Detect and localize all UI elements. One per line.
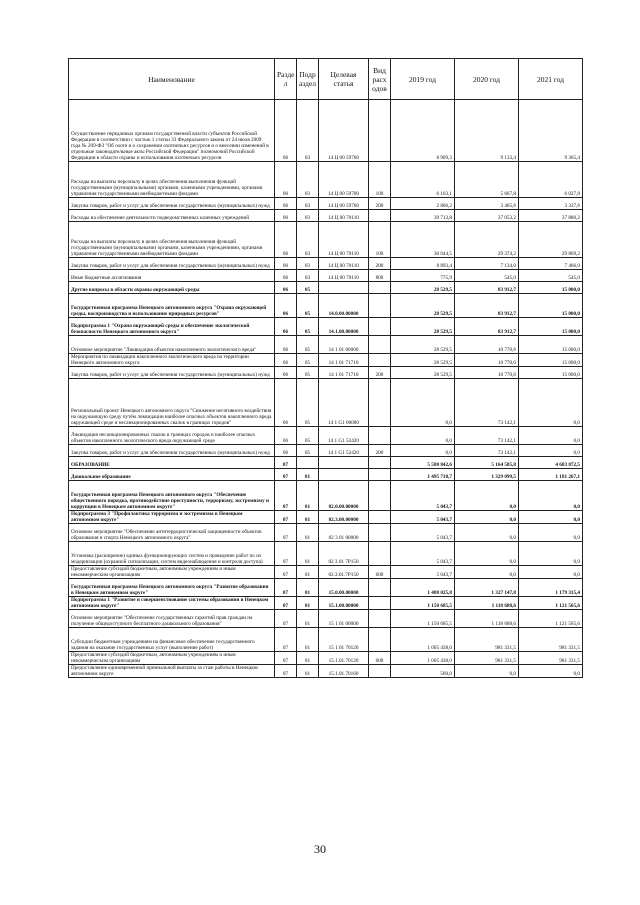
- cell-vid: [369, 100, 391, 162]
- cell-razdel: 06: [275, 427, 297, 445]
- cell-statya: 15.1.00.00000: [319, 597, 369, 610]
- table-row: [69, 222, 583, 258]
- cell-vid: [369, 469, 391, 481]
- cell-podrazdel: 05: [297, 294, 319, 318]
- cell-podrazdel: 05: [297, 367, 319, 379]
- cell-vid: 600: [369, 652, 391, 665]
- cell-vid: 200: [369, 258, 391, 270]
- table-row: [69, 379, 583, 427]
- cell-razdel: 07: [275, 511, 297, 524]
- cell-name: Ликвидация несанкционированных свалок в границах городов и наиболее опасных объектов накопленного экологического вреда окружающей среде: [69, 427, 275, 445]
- cell-statya: 02.3.00.00000: [319, 511, 369, 524]
- cell-2021: 1 179 315,4: [519, 579, 583, 597]
- cell-vid: 200: [369, 367, 391, 379]
- header-razdel: Разде л: [275, 59, 297, 100]
- cell-2021: 3 337,6: [519, 198, 583, 210]
- cell-vid: 100: [369, 162, 391, 198]
- cell-razdel: 07: [275, 566, 297, 579]
- cell-statya: [319, 457, 369, 469]
- cell-podrazdel: 03: [297, 198, 319, 210]
- cell-name: Предоставление субсидий бюджетным, автономным учреждениям и иным некоммерческим организациям: [69, 566, 275, 579]
- cell-statya: 14 Ц 00 70110: [319, 222, 369, 258]
- cell-razdel: 06: [275, 270, 297, 282]
- cell-2019: 8 909,3: [391, 100, 455, 162]
- cell-2019: 30 044,5: [391, 222, 455, 258]
- cell-vid: [369, 610, 391, 628]
- cell-2019: 28 529,5: [391, 294, 455, 318]
- cell-2019: 28 529,5: [391, 282, 455, 294]
- cell-2020: 9 133,4: [455, 100, 519, 162]
- cell-razdel: 07: [275, 665, 297, 678]
- table-row: [69, 336, 583, 354]
- cell-2021: 0,0: [519, 511, 583, 524]
- cell-2020: 10 770,6: [455, 367, 519, 379]
- table-row: [69, 367, 583, 379]
- cell-razdel: 07: [275, 524, 297, 542]
- cell-podrazdel: 05: [297, 445, 319, 457]
- cell-podrazdel: 01: [297, 652, 319, 665]
- cell-name: Основное мероприятие "Обеспечение государственных гарантий прав граждан на получение общедоступного бесплатного дошкольного образования": [69, 610, 275, 628]
- cell-2021: 15 000,0: [519, 354, 583, 367]
- cell-name: Субсидии бюджетным учреждениям на финансовое обеспечение государственного задания на оказание государственных услуг (выполнение работ): [69, 628, 275, 652]
- cell-statya: 14 Ц 00 70110: [319, 258, 369, 270]
- cell-name: Расходы на выплаты персоналу в целях обеспечения выполнения функций государственными (муниципальными) органами, казенными учреждениями, органами управления государственными внебюджетными фондами: [69, 222, 275, 258]
- cell-name: Государственная программа Ненецкого автономного округа "Развитие образования в Ненецком автономном округе": [69, 579, 275, 597]
- cell-vid: [369, 597, 391, 610]
- cell-2020: 37 053,2: [455, 210, 519, 222]
- cell-name: Государственная программа Ненецкого автономного округа "Обеспечение общественного порядка, противодействие преступности, терроризму, экстремизму и коррупции в Ненецком автономном округе": [69, 481, 275, 511]
- cell-2019: 1 150 685,5: [391, 610, 455, 628]
- cell-statya: 15.0.00.00000: [319, 579, 369, 597]
- cell-razdel: 06: [275, 210, 297, 222]
- cell-vid: [369, 579, 391, 597]
- table-row: [69, 511, 583, 524]
- cell-podrazdel: 05: [297, 318, 319, 336]
- cell-2020: 10 770,6: [455, 336, 519, 354]
- cell-2019: 1 150 685,5: [391, 597, 455, 610]
- cell-2021: 15 000,0: [519, 367, 583, 379]
- cell-name: Закупка товаров, работ и услуг для обеспечения государственных (муниципальных) нужд: [69, 445, 275, 457]
- cell-vid: [369, 628, 391, 652]
- cell-vid: [369, 427, 391, 445]
- cell-podrazdel: 03: [297, 270, 319, 282]
- cell-podrazdel: 05: [297, 336, 319, 354]
- table-row: [69, 294, 583, 318]
- table-header-row: [69, 59, 583, 100]
- cell-statya: 14 1 G1 00000: [319, 379, 369, 427]
- header-2021: 2021 год: [519, 59, 583, 100]
- cell-2021: 0,0: [519, 379, 583, 427]
- cell-podrazdel: 03: [297, 100, 319, 162]
- cell-podrazdel: 05: [297, 427, 319, 445]
- table-row: [69, 270, 583, 282]
- cell-2020: 73 142,1: [455, 427, 519, 445]
- cell-vid: [369, 282, 391, 294]
- cell-statya: 14 1 G1 52420: [319, 445, 369, 457]
- cell-2021: 981 331,5: [519, 652, 583, 665]
- cell-razdel: 07: [275, 457, 297, 469]
- cell-2020: 0,0: [455, 665, 519, 678]
- cell-statya: 02.0.00.00000: [319, 481, 369, 511]
- cell-vid: [369, 542, 391, 566]
- cell-podrazdel: 01: [297, 628, 319, 652]
- cell-2019: 0,0: [391, 445, 455, 457]
- cell-2021: 0,0: [519, 542, 583, 566]
- cell-2019: 28 529,5: [391, 318, 455, 336]
- header-name: Наименование: [69, 59, 275, 100]
- cell-2019: 5 043,7: [391, 481, 455, 511]
- cell-statya: 14 Ц 00 70110: [319, 270, 369, 282]
- cell-2021: 15 000,0: [519, 282, 583, 294]
- cell-2020: 83 912,7: [455, 318, 519, 336]
- table-row: [69, 579, 583, 597]
- cell-2020: 73 142,1: [455, 445, 519, 457]
- cell-2021: 15 000,0: [519, 318, 583, 336]
- cell-podrazdel: 01: [297, 511, 319, 524]
- cell-2020: 0,0: [455, 481, 519, 511]
- cell-2019: 775,9: [391, 270, 455, 282]
- cell-2019: 5 043,7: [391, 542, 455, 566]
- cell-razdel: 06: [275, 258, 297, 270]
- cell-statya: 14 1 01 71710: [319, 354, 369, 367]
- cell-2021: 0,0: [519, 427, 583, 445]
- cell-statya: 14 Ц 00 59700: [319, 198, 369, 210]
- cell-name: Закупка товаров, работ и услуг для обеспечения государственных (муниципальных) нужд: [69, 258, 275, 270]
- cell-statya: 14 Ц 00 59700: [319, 162, 369, 198]
- cell-razdel: 06: [275, 162, 297, 198]
- cell-name: Основное мероприятие "Ликвидация объектов накопленного экологического вреда": [69, 336, 275, 354]
- cell-razdel: 06: [275, 198, 297, 210]
- cell-2021: 0,0: [519, 524, 583, 542]
- cell-vid: 100: [369, 222, 391, 258]
- cell-vid: [369, 336, 391, 354]
- cell-statya: 15 1 01 70120: [319, 628, 369, 652]
- cell-statya: 15.1.01.70160: [319, 665, 369, 678]
- cell-2021: 0,0: [519, 445, 583, 457]
- table-row: [69, 282, 583, 294]
- cell-statya: 14 Ц 00 70110: [319, 210, 369, 222]
- cell-2019: 2 806,2: [391, 198, 455, 210]
- cell-2021: 29 869,2: [519, 222, 583, 258]
- cell-2021: 9 365,4: [519, 100, 583, 162]
- cell-podrazdel: 03: [297, 222, 319, 258]
- cell-podrazdel: 01: [297, 566, 319, 579]
- cell-vid: [369, 457, 391, 469]
- cell-2021: 6 027,8: [519, 162, 583, 198]
- cell-podrazdel: 01: [297, 579, 319, 597]
- table-row: [69, 469, 583, 481]
- budget-table: [68, 58, 583, 678]
- table-row: [69, 100, 583, 162]
- cell-vid: [369, 379, 391, 427]
- cell-podrazdel: 05: [297, 282, 319, 294]
- cell-statya: 15 1 01 00000: [319, 610, 369, 628]
- cell-vid: [369, 294, 391, 318]
- cell-2021: 7 466,0: [519, 258, 583, 270]
- cell-podrazdel: 01: [297, 597, 319, 610]
- cell-podrazdel: 05: [297, 379, 319, 427]
- cell-2020: 83 912,7: [455, 282, 519, 294]
- cell-2021: 15 000,0: [519, 294, 583, 318]
- cell-2019: 39 713,8: [391, 210, 455, 222]
- cell-2020: 3 465,6: [455, 198, 519, 210]
- cell-podrazdel: 03: [297, 258, 319, 270]
- cell-razdel: 06: [275, 222, 297, 258]
- cell-razdel: 06: [275, 318, 297, 336]
- cell-razdel: 06: [275, 445, 297, 457]
- cell-2019: 1 488 025,8: [391, 579, 455, 597]
- cell-razdel: 07: [275, 628, 297, 652]
- cell-name: Осуществление переданных органам государственной власти субъектов Российской Федерации в соответствии с частью 1 статьи 33 Федерального закона от 24 июля 2009 года № 209-ФЗ "Об охоте и о сохранении охотничьих ресурсов и о внесении изменений в отдельные законодательные акты Российской Федерации" полномочий Российской Федерации в области охраны и использования охотничьих ресурсов: [69, 100, 275, 162]
- table-row: [69, 628, 583, 652]
- cell-name: Государственная программа Ненецкого автономного округа "Охрана окружающей среды, воспроизводство и использование природных ресурсов": [69, 294, 275, 318]
- cell-name: Расходы на обеспечение деятельности подведомственных казенных учреждений: [69, 210, 275, 222]
- cell-2020: 83 912,7: [455, 294, 519, 318]
- cell-2020: 0,0: [455, 566, 519, 579]
- cell-statya: 14.0.00.00000: [319, 294, 369, 318]
- cell-name: Предоставление субсидий бюджетным, автономным учреждениям и иным некоммерческим организациям: [69, 652, 275, 665]
- cell-name: Закупка товаров, работ и услуг для обеспечения государственных (муниципальных) нужд: [69, 198, 275, 210]
- cell-razdel: 06: [275, 379, 297, 427]
- table-row: [69, 457, 583, 469]
- cell-2019: 6 103,1: [391, 162, 455, 198]
- cell-podrazdel: 01: [297, 610, 319, 628]
- table-row: [69, 198, 583, 210]
- cell-2020: 5 164 585,8: [455, 457, 519, 469]
- cell-2021: 981 331,5: [519, 628, 583, 652]
- cell-2019: 5 043,7: [391, 511, 455, 524]
- table-row: [69, 597, 583, 610]
- cell-vid: [369, 511, 391, 524]
- cell-2019: 28 529,5: [391, 367, 455, 379]
- cell-vid: [369, 318, 391, 336]
- table-row: [69, 542, 583, 566]
- table-row: [69, 162, 583, 198]
- cell-2020: 1 329 099,5: [455, 469, 519, 481]
- cell-vid: 200: [369, 198, 391, 210]
- cell-name: Подпрограмма 3 "Профилактика терроризма и экстремизма в Ненецком автономном округе": [69, 511, 275, 524]
- cell-2020: 29 374,2: [455, 222, 519, 258]
- cell-2019: 1 495 718,7: [391, 469, 455, 481]
- cell-2020: 73 142,1: [455, 379, 519, 427]
- table-row: [69, 665, 583, 678]
- cell-2019: 5 580 842,6: [391, 457, 455, 469]
- table-row: [69, 652, 583, 665]
- cell-2019: 5 043,7: [391, 524, 455, 542]
- table-row: [69, 318, 583, 336]
- header-2019: 2019 год: [391, 59, 455, 100]
- cell-vid: [369, 524, 391, 542]
- cell-2020: 5 667,8: [455, 162, 519, 198]
- cell-vid: 800: [369, 270, 391, 282]
- cell-razdel: 06: [275, 367, 297, 379]
- cell-podrazdel: 01: [297, 524, 319, 542]
- cell-statya: 14 Ц 00 59700: [319, 100, 369, 162]
- cell-2020: 0,0: [455, 511, 519, 524]
- page-number: 30: [314, 842, 326, 856]
- cell-2021: 1 121 565,6: [519, 610, 583, 628]
- cell-2021: 4 683 872,5: [519, 457, 583, 469]
- cell-name: ОБРАЗОВАНИЕ: [69, 457, 275, 469]
- table-row: [69, 610, 583, 628]
- cell-vid: [369, 665, 391, 678]
- cell-razdel: 07: [275, 597, 297, 610]
- cell-2020: 981 331,5: [455, 628, 519, 652]
- cell-statya: 14.1.00.00000: [319, 318, 369, 336]
- cell-2020: 545,0: [455, 270, 519, 282]
- cell-2021: 15 000,0: [519, 336, 583, 354]
- cell-2020: 1 118 688,6: [455, 610, 519, 628]
- cell-statya: [319, 282, 369, 294]
- cell-razdel: 07: [275, 610, 297, 628]
- cell-razdel: 07: [275, 542, 297, 566]
- table-body: [69, 100, 583, 678]
- cell-razdel: 07: [275, 481, 297, 511]
- table-row: [69, 354, 583, 367]
- header-podrazdel: Подр аздел: [297, 59, 319, 100]
- cell-razdel: 07: [275, 652, 297, 665]
- cell-podrazdel: 01: [297, 542, 319, 566]
- table-row: [69, 566, 583, 579]
- cell-2019: 8 893,4: [391, 258, 455, 270]
- cell-name: Другие вопросы в области охраны окружающей среды: [69, 282, 275, 294]
- cell-name: Установка (расширение) единых функционирующих систем и проведение работ по их модернизации (охранной сигнализации, систем видеонаблюдения и контроля доступа): [69, 542, 275, 566]
- table-row: [69, 258, 583, 270]
- table-row: [69, 210, 583, 222]
- cell-statya: 02.3.01.7Р150: [319, 566, 369, 579]
- cell-podrazdel: 01: [297, 665, 319, 678]
- cell-podrazdel: 01: [297, 481, 319, 511]
- cell-name: Основное мероприятие "Обеспечение антитеррористической защищенности объектов образования и спорта Ненецкого автономного округа": [69, 524, 275, 542]
- cell-2021: 0,0: [519, 566, 583, 579]
- cell-2020: 7 134,0: [455, 258, 519, 270]
- cell-2021: 0,0: [519, 665, 583, 678]
- cell-2021: 37 880,2: [519, 210, 583, 222]
- cell-2020: 1 327 147,8: [455, 579, 519, 597]
- cell-razdel: 06: [275, 294, 297, 318]
- cell-name: Предоставление единовременной премиальной выплаты за стаж работы в Ненецком автономном округе: [69, 665, 275, 678]
- cell-vid: [369, 210, 391, 222]
- cell-2019: 1 005 438,0: [391, 652, 455, 665]
- header-vid: Вид расх одов: [369, 59, 391, 100]
- cell-vid: [369, 354, 391, 367]
- cell-vid: 600: [369, 566, 391, 579]
- table-row: [69, 524, 583, 542]
- cell-razdel: 06: [275, 282, 297, 294]
- cell-name: Подпрограмма 1 "Охрана окружающей среды и обеспечение экологической безопасности Ненецкого автономного округа": [69, 318, 275, 336]
- cell-2019: 28 529,5: [391, 354, 455, 367]
- cell-name: Мероприятия по ликвидации накопленного экологического вреда на территории Ненецкого автономного округа: [69, 354, 275, 367]
- cell-2020: 1 118 688,6: [455, 597, 519, 610]
- cell-2021: 0,0: [519, 481, 583, 511]
- cell-2021: 545,0: [519, 270, 583, 282]
- table-row: [69, 481, 583, 511]
- cell-name: Иные бюджетные ассигнования: [69, 270, 275, 282]
- cell-vid: 200: [369, 445, 391, 457]
- cell-podrazdel: 05: [297, 354, 319, 367]
- cell-statya: 15.1.01.70120: [319, 652, 369, 665]
- cell-name: Дошкольное образование: [69, 469, 275, 481]
- table-row: [69, 445, 583, 457]
- cell-2019: 0,0: [391, 427, 455, 445]
- cell-2020: 10 770,6: [455, 354, 519, 367]
- cell-statya: 02 3 01 00000: [319, 524, 369, 542]
- cell-vid: [369, 481, 391, 511]
- cell-statya: [319, 469, 369, 481]
- cell-statya: 14 1 G1 52420: [319, 427, 369, 445]
- cell-podrazdel: 03: [297, 162, 319, 198]
- cell-podrazdel: 03: [297, 210, 319, 222]
- cell-podrazdel: 01: [297, 469, 319, 481]
- cell-2020: 0,0: [455, 542, 519, 566]
- cell-2020: 0,0: [455, 524, 519, 542]
- cell-statya: 14 1 01 00000: [319, 336, 369, 354]
- cell-statya: 02 3 01 7Р150: [319, 542, 369, 566]
- cell-2019: 5 043,7: [391, 566, 455, 579]
- cell-2019: 560,0: [391, 665, 455, 678]
- cell-razdel: 06: [275, 100, 297, 162]
- cell-name: Закупка товаров, работ и услуг для обеспечения государственных (муниципальных) нужд: [69, 367, 275, 379]
- cell-2020: 981 331,5: [455, 652, 519, 665]
- cell-2021: 1 181 267,1: [519, 469, 583, 481]
- cell-razdel: 07: [275, 469, 297, 481]
- cell-statya: 14 1 01 71710: [319, 367, 369, 379]
- header-statya: Целевая статья: [319, 59, 369, 100]
- cell-razdel: 06: [275, 336, 297, 354]
- cell-2019: 28 529,5: [391, 336, 455, 354]
- cell-2019: 0,0: [391, 379, 455, 427]
- cell-2019: 1 005 438,0: [391, 628, 455, 652]
- cell-name: Подпрограмма 1 "Развитие и совершенствование системы образования в Ненецком автономном округе": [69, 597, 275, 610]
- cell-2021: 1 121 565,6: [519, 597, 583, 610]
- cell-razdel: 06: [275, 354, 297, 367]
- table-row: [69, 427, 583, 445]
- header-2020: 2020 год: [455, 59, 519, 100]
- cell-razdel: 07: [275, 579, 297, 597]
- cell-name: Региональный проект Ненецкого автономного округа "Снижение негативного воздействия на окружающую среду путём ликвидации наиболее опасных объектов накопленного вреда окружающей среде и несанкционированных свалок в границах городов": [69, 379, 275, 427]
- cell-name: Расходы на выплаты персоналу в целях обеспечения выполнения функций государственными (муниципальными) органами, казенными учреждениями, органами управления государственными внебюджетными фондами: [69, 162, 275, 198]
- cell-podrazdel: [297, 457, 319, 469]
